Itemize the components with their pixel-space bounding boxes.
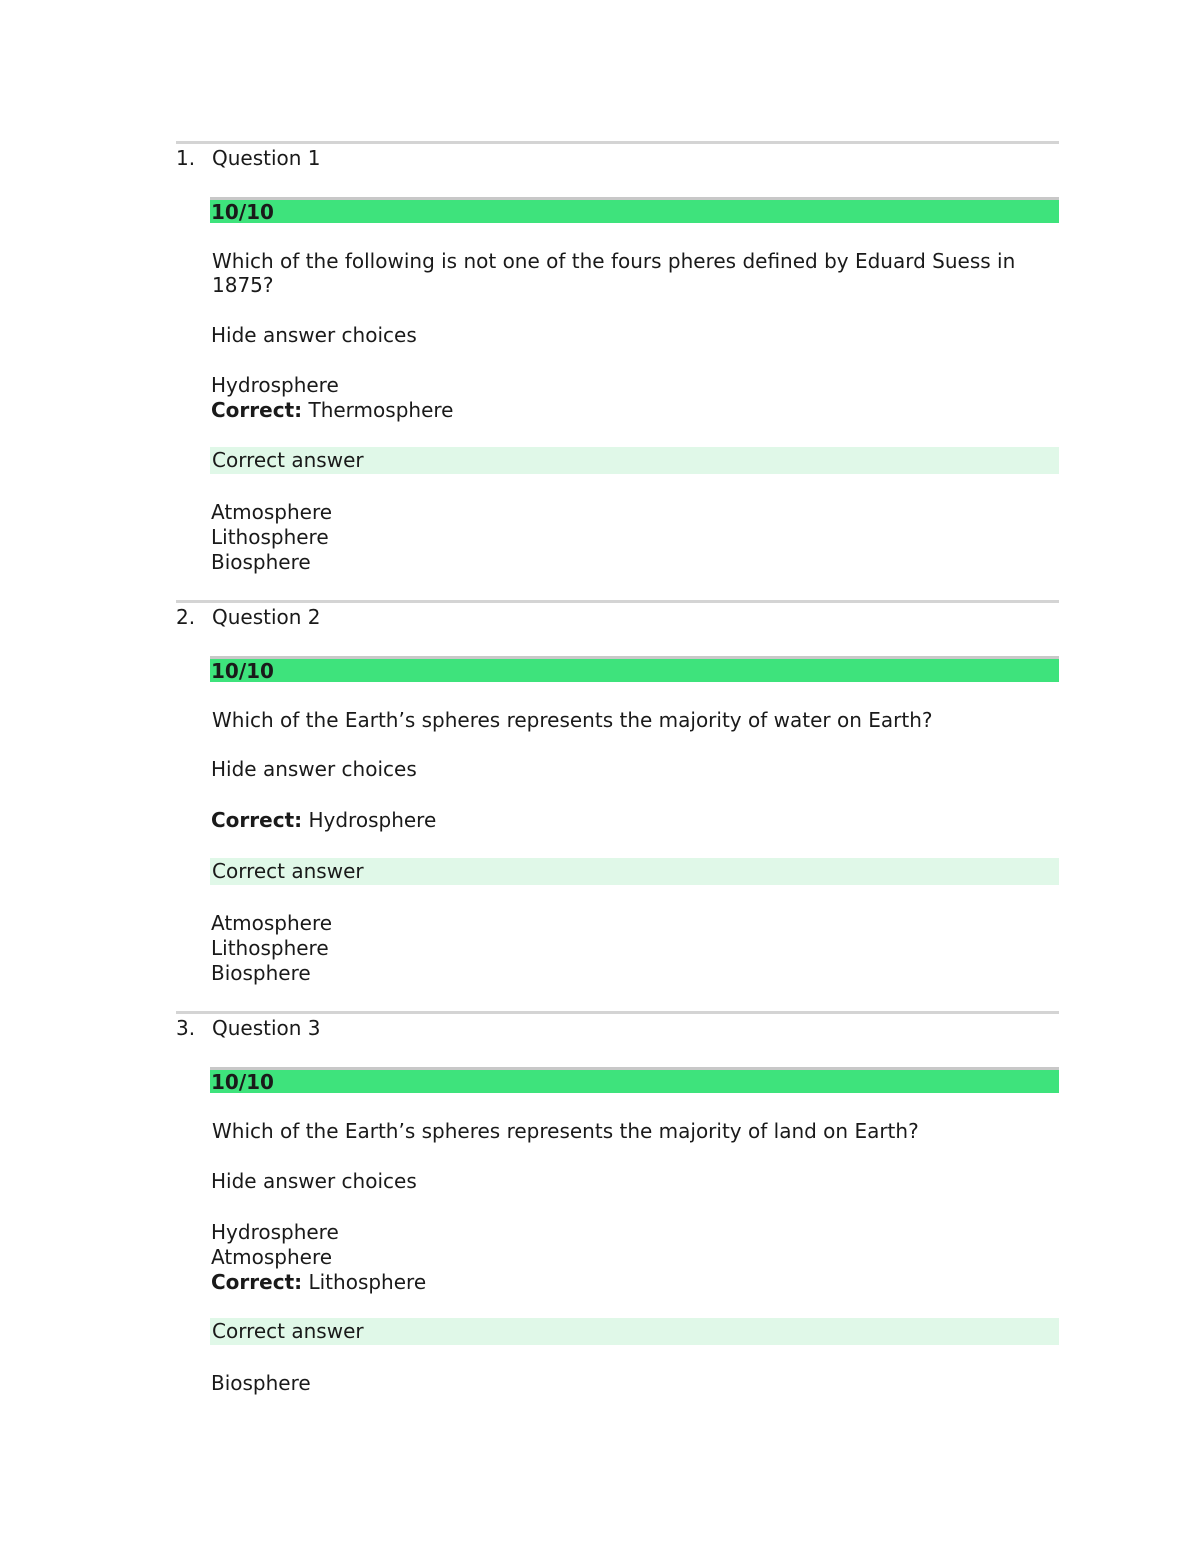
correct-prefix: Correct: xyxy=(211,398,303,422)
correct-answer-band xyxy=(210,447,1059,474)
answer-choice: Atmosphere xyxy=(211,500,333,524)
correct-answer-band xyxy=(210,858,1059,885)
question-text: Which of the Earth’s spheres represents the majority of land on Earth? xyxy=(212,1119,919,1143)
answer-choices xyxy=(211,1220,426,1295)
hide-answer-choices-link[interactable]: Hide answer choices xyxy=(211,323,417,347)
correct-answer-label: Correct answer xyxy=(212,1319,364,1343)
correct-answer-label: Correct answer xyxy=(212,448,364,472)
score-value: 10/10 xyxy=(211,659,274,683)
answer-choice-correct xyxy=(211,398,453,423)
answer-choice: Atmosphere xyxy=(211,911,333,935)
question-number: 2. xyxy=(176,605,196,629)
hide-answer-choices-link[interactable]: Hide answer choices xyxy=(211,1169,417,1193)
score-value: 10/10 xyxy=(211,1070,274,1094)
correct-choice-text: Hydrosphere xyxy=(308,808,437,832)
score-bar xyxy=(210,197,1059,223)
other-choices xyxy=(211,911,332,986)
answer-choice-correct xyxy=(211,808,436,833)
question-text: Which of the following is not one of the fours pheres defined by Eduard Suess in 1875? xyxy=(212,249,1016,297)
answer-choice: Biosphere xyxy=(211,550,311,574)
answer-choice: Hydrosphere xyxy=(211,1220,339,1244)
other-choices xyxy=(211,1371,311,1396)
question-title: Question 1 xyxy=(212,146,321,170)
correct-prefix: Correct: xyxy=(211,1270,303,1294)
other-choices xyxy=(211,500,332,575)
question-text: Which of the Earth’s spheres represents the majority of water on Earth? xyxy=(212,708,933,732)
question-block-2 xyxy=(176,600,1059,1000)
answer-choice: Biosphere xyxy=(211,1371,311,1395)
correct-answer-band xyxy=(210,1318,1059,1345)
question-title: Question 3 xyxy=(212,1016,321,1040)
question-body xyxy=(210,141,1059,581)
answer-choice-correct xyxy=(211,1270,426,1295)
question-number: 3. xyxy=(176,1016,196,1040)
score-value: 10/10 xyxy=(211,200,274,224)
correct-prefix: Correct: xyxy=(211,808,303,832)
question-body xyxy=(210,1011,1059,1411)
question-block-1 xyxy=(176,141,1059,581)
question-number: 1. xyxy=(176,146,196,170)
answer-choice: Atmosphere xyxy=(211,1245,333,1269)
score-bar xyxy=(210,1067,1059,1093)
question-body xyxy=(210,600,1059,1000)
score-bar xyxy=(210,656,1059,682)
answer-choice: Lithosphere xyxy=(211,936,329,960)
question-title: Question 2 xyxy=(212,605,321,629)
hide-answer-choices-link[interactable]: Hide answer choices xyxy=(211,757,417,781)
answer-choice: Lithosphere xyxy=(211,525,329,549)
correct-choice-text: Lithosphere xyxy=(308,1270,427,1294)
answer-choices xyxy=(211,808,436,833)
question-block-3 xyxy=(176,1011,1059,1411)
answer-choice: Biosphere xyxy=(211,961,311,985)
correct-choice-text: Thermosphere xyxy=(308,398,454,422)
correct-answer-label: Correct answer xyxy=(212,859,364,883)
answer-choice: Hydrosphere xyxy=(211,373,339,397)
answer-choices xyxy=(211,373,453,423)
